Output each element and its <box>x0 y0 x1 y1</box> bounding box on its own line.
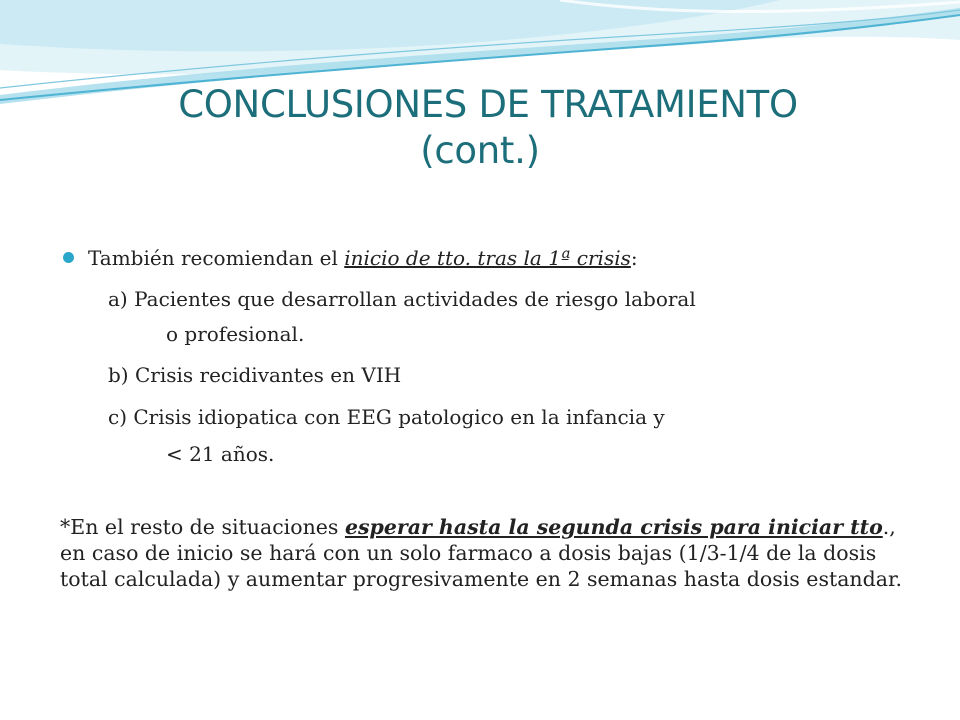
slide-title <box>0 82 960 174</box>
bullet-line <box>88 243 638 273</box>
bullet-emphasis: inicio de tto. tras la 1ª crisis <box>344 246 631 270</box>
note-emphasis: esperar hasta la segunda crisis para iniciar tto <box>344 515 883 539</box>
slide-title-line2: (cont.) <box>420 129 540 172</box>
list-item-c-continued: < 21 años. <box>166 442 275 466</box>
note-suffix: ., en caso de inicio se hará con un solo farmaco a dosis bajas (1/3-1/4 de la dosis total calculada) y aumentar progresivamente en 2 semanas hasta dosis estandar. <box>60 515 903 591</box>
bullet-icon <box>63 252 74 263</box>
note-prefix: *En el resto de situaciones <box>60 515 345 539</box>
list-item-b: b) Crisis recidivantes en VIH <box>108 363 402 387</box>
list-item-a-continued: o profesional. <box>166 322 305 346</box>
footnote-paragraph <box>60 514 920 592</box>
list-item-a: a) Pacientes que desarrollan actividades de riesgo laboral <box>108 287 696 311</box>
bullet-prefix: También recomiendan el <box>88 246 345 270</box>
slide-title-line1: CONCLUSIONES DE TRATAMIENTO <box>178 83 798 126</box>
list-item-c: c) Crisis idiopatica con EEG patologico en la infancia y <box>108 405 665 429</box>
bullet-suffix: : <box>630 246 638 270</box>
